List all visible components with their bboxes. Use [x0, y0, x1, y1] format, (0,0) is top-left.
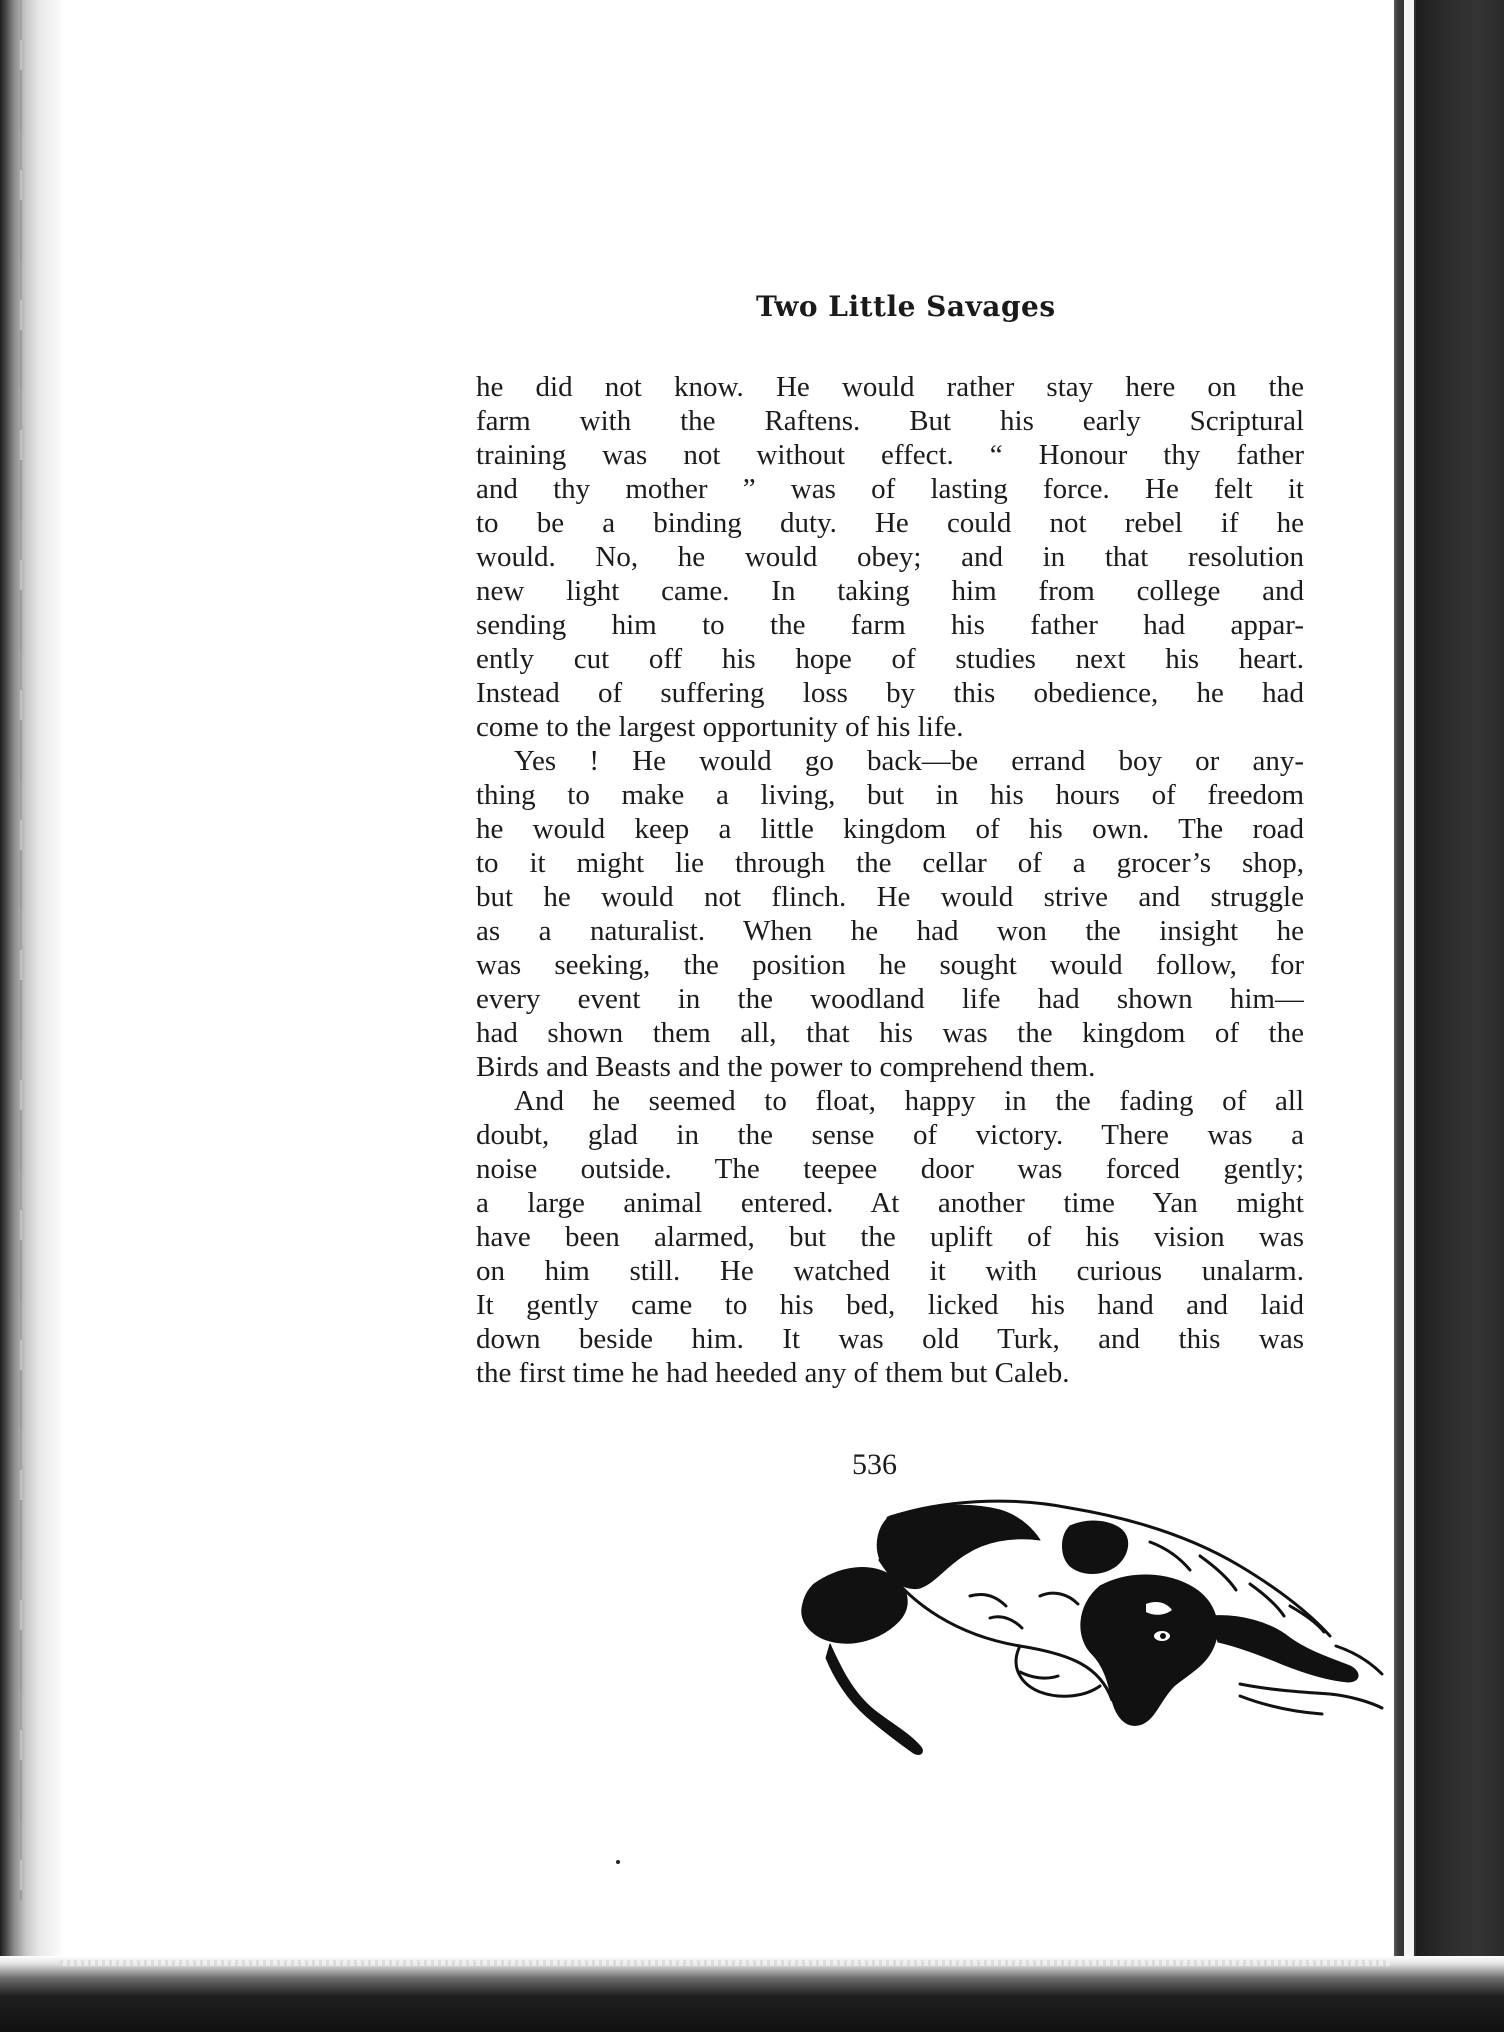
text-line: the first time he had heeded any of them but Caleb.	[476, 1357, 1070, 1389]
text-line: Instead of suffering loss by this obedience, he had	[476, 677, 1304, 709]
text-line: but he would not flinch. He would strive and struggle	[476, 881, 1304, 913]
text-line: And he seemed to float, happy in the fading of all	[514, 1085, 1304, 1117]
text-line: would. No, he would obey; and in that resolution	[476, 541, 1304, 573]
book-spine-edge	[1394, 0, 1504, 2032]
text-line: have been alarmed, but the uplift of his vision was	[476, 1221, 1304, 1253]
text-line: and thy mother ” was of lasting force. He felt it	[476, 473, 1304, 505]
text-line: was seeking, the position he sought would follow, for	[476, 949, 1304, 981]
body-text	[476, 370, 1304, 1390]
text-line: come to the largest opportunity of his life.	[476, 711, 964, 743]
text-line: Birds and Beasts and the power to comprehend them.	[476, 1051, 1096, 1083]
text-line: on him still. He watched it with curious unalarm.	[476, 1255, 1304, 1287]
text-line: he did not know. He would rather stay here on the	[476, 371, 1304, 403]
text-line: to be a binding duty. He could not rebel if he	[476, 507, 1304, 539]
text-line: training was not without effect. “ Honour thy father	[476, 439, 1304, 471]
text-line: thing to make a living, but in his hours of freedom	[476, 779, 1304, 811]
text-line: noise outside. The teepee door was forced gently;	[476, 1153, 1304, 1185]
text-line: Yes ! He would go back—be errand boy or any-	[514, 745, 1304, 777]
sleeping-dog-illustration	[770, 1496, 1390, 1758]
dog-front-leg	[1210, 1616, 1358, 1682]
text-line: as a naturalist. When he had won the insight he	[476, 915, 1304, 947]
running-head: Two Little Savages	[756, 290, 1056, 323]
text-line: every event in the woodland life had shown him—	[476, 983, 1304, 1015]
dog-haunch-patch	[802, 1568, 907, 1644]
text-line: It gently came to his bed, licked his hand and laid	[476, 1289, 1304, 1321]
dog-shoulder-patch	[1063, 1521, 1128, 1573]
text-line: had shown them all, that his was the kingdom of the	[476, 1017, 1304, 1049]
text-line: new light came. In taking him from college and	[476, 575, 1304, 607]
page-left-edge	[0, 0, 64, 2032]
scan-speck	[616, 1860, 620, 1864]
page-number: 536	[852, 1448, 897, 1481]
dog-head-patch	[1081, 1575, 1218, 1725]
text-line: a large animal entered. At another time Yan might	[476, 1187, 1304, 1219]
text-line: down beside him. It was old Turk, and this was	[476, 1323, 1304, 1355]
dog-tail	[826, 1644, 922, 1754]
text-line: sending him to the farm his father had appar-	[476, 609, 1304, 641]
text-line: doubt, glad in the sense of victory. There was a	[476, 1119, 1304, 1151]
page-bottom-edge	[0, 1956, 1504, 2032]
text-line: to it might lie through the cellar of a grocer’s shop,	[476, 847, 1304, 879]
text-line: farm with the Raftens. But his early Scriptural	[476, 405, 1304, 437]
text-line: he would keep a little kingdom of his own. The road	[476, 813, 1304, 845]
text-line: ently cut off his hope of studies next his heart.	[476, 643, 1304, 675]
dog-back-patch	[877, 1505, 1040, 1588]
